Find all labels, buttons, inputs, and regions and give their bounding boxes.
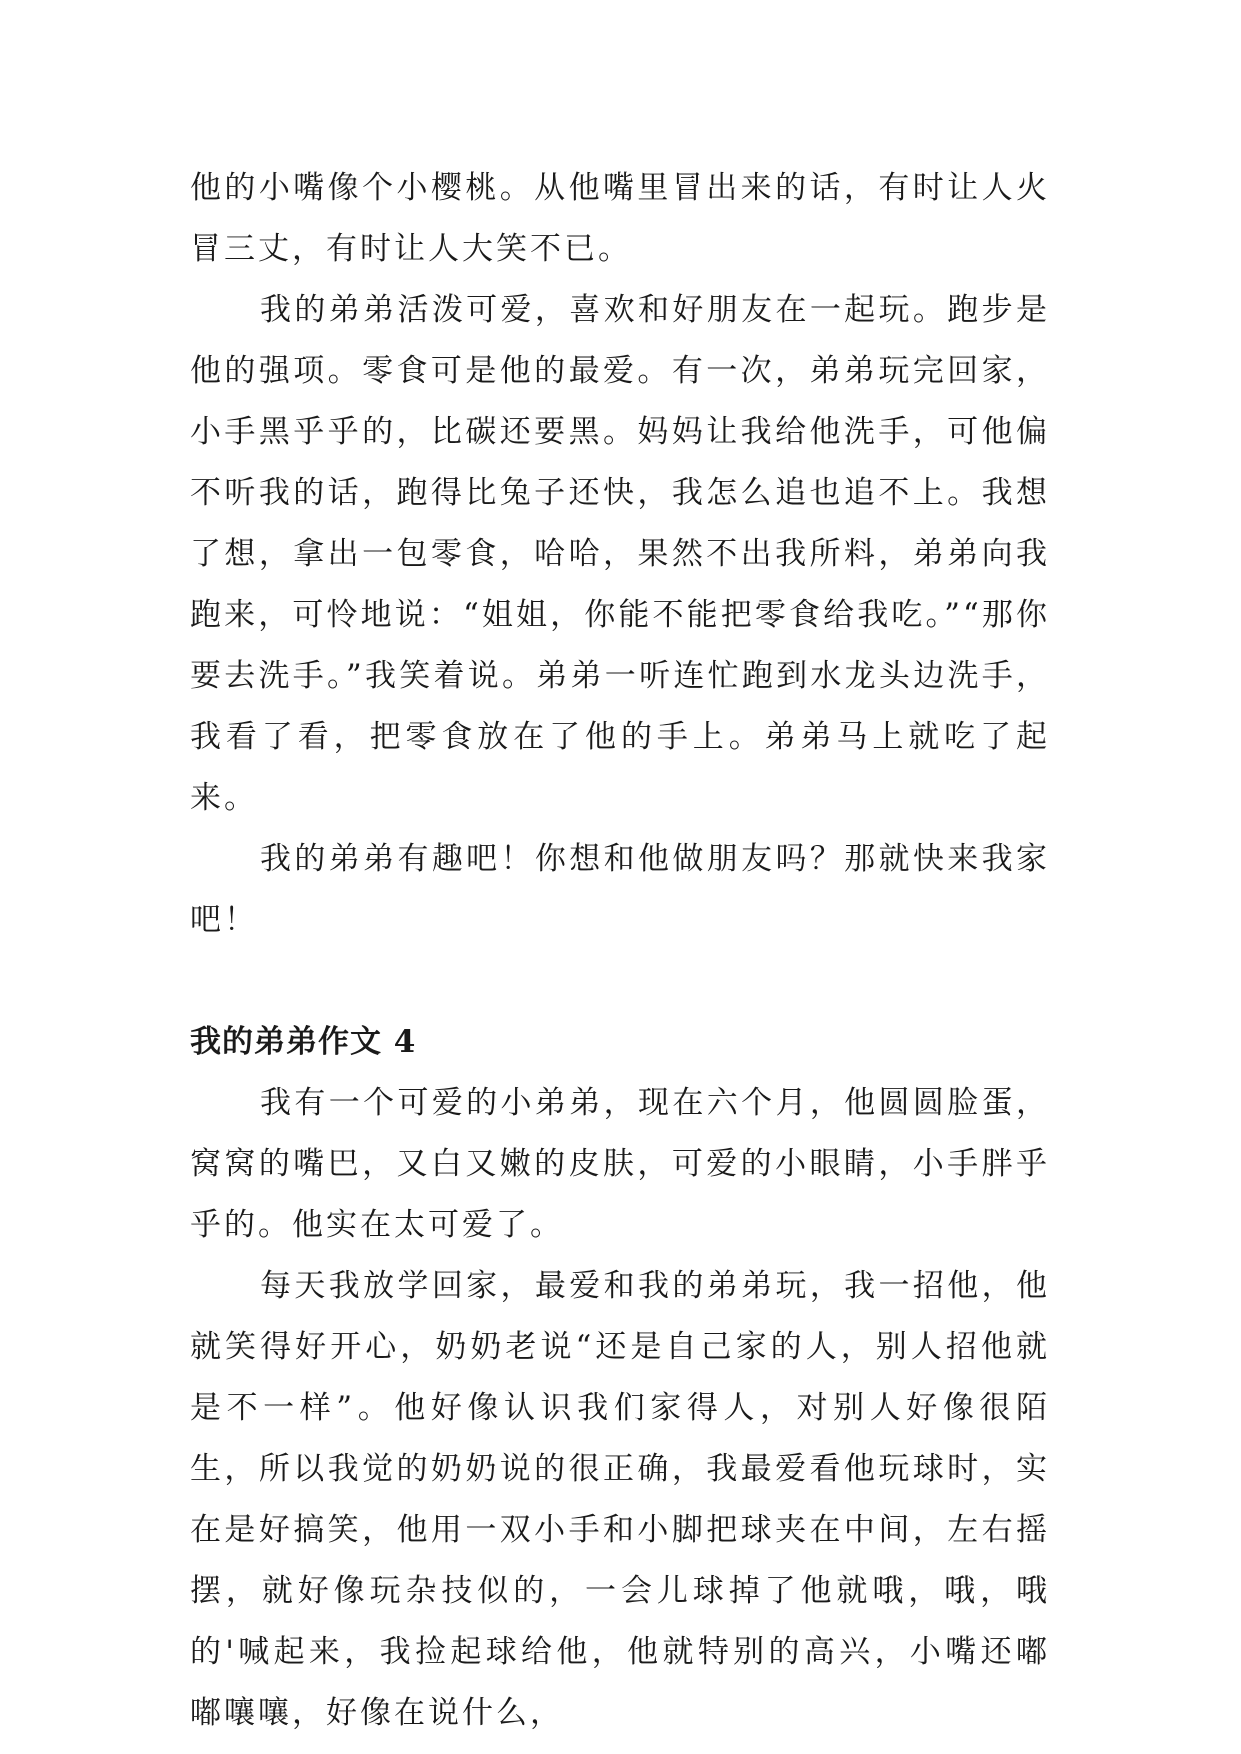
paragraph-continuation: 他的小嘴像个小樱桃。从他嘴里冒出来的话，有时让人火冒三丈，有时让人大笑不已。 xyxy=(190,170,1050,267)
paragraph-snack-story: 我的弟弟活泼可爱，喜欢和好朋友在一起玩。跑步是他的强项。零食可是他的最爱。有一次，弟弟玩完回家，小手黑乎乎的，比碳还要黑。妈妈让我给他洗手，可他偏不听我的话，跑得比兔子还快，我怎么追也追不上。我想了想，拿出一包零食，哈哈，果然不出我所料，弟弟向我跑来，可怜地说：“姐姐，你能不能把零食给我吃。”“那你要去洗手。”我笑着说。弟弟一听连忙跑到水龙头边洗手，我看了看，把零食放在了他的手上。弟弟马上就吃了起来。 xyxy=(190,292,1050,816)
paragraph-playing-ball: 每天我放学回家，最爱和我的弟弟玩，我一招他，他就笑得好开心，奶奶老说“还是自己家的人，别人招他就是不一样”。他好像认识我们家得人，对别人好像很陌生，所以我觉的奶奶说的很正确，我最爱看他玩球时，实在是好搞笑，他用一双小手和小脚把球夹在中间，左右摇摆，就好像玩杂技似的，一会儿球掉了他就哦，哦，哦的'喊起来，我捡起球给他，他就特别的高兴，小嘴还嘟嘟嚷嚷，好像在说什么， xyxy=(190,1268,1050,1731)
paragraph-baby-brother: 我有一个可爱的小弟弟，现在六个月，他圆圆脸蛋，窝窝的嘴巴，又白又嫩的皮肤，可爱的小眼睛，小手胖乎乎的。他实在太可爱了。 xyxy=(190,1085,1050,1243)
document-page xyxy=(190,158,1050,1744)
section-heading: 我的弟弟作文 4 xyxy=(190,1024,417,1060)
paragraph-invitation: 我的弟弟有趣吧！你想和他做朋友吗？那就快来我家吧！ xyxy=(190,841,1050,938)
